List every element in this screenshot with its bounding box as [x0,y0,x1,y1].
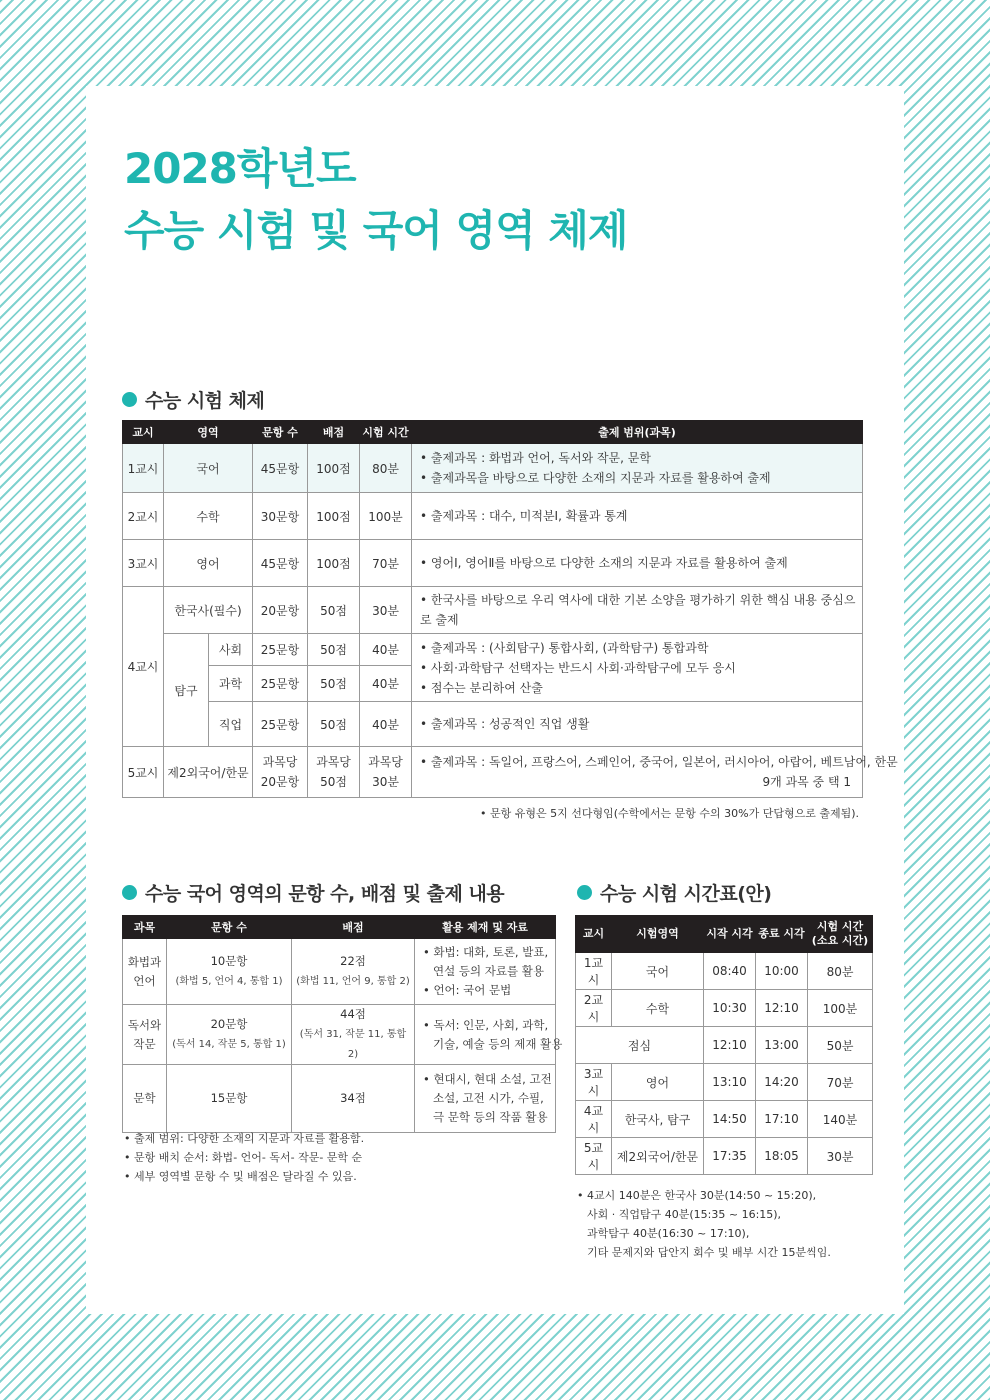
section3-notes [577,1186,831,1262]
header-cell: 배점 [292,916,415,939]
section2-notes [124,1129,364,1186]
page-title [124,138,627,262]
area-cell: 수학 [612,990,704,1027]
cell-line: 과목당 [316,755,351,769]
start-cell: 17:35 [704,1138,756,1175]
scope-line: 9개 과목 중 택 1 [762,775,851,789]
header-cell: 시험 시간 [360,421,412,444]
count-cell [253,747,308,798]
time-cell: 30분 [360,587,412,634]
material-cell [415,1065,556,1133]
cell-line: 언어 [133,973,156,988]
end-cell: 17:10 [756,1101,808,1138]
section1-heading [122,386,264,413]
material-line: • 화법: 대화, 토론, 발표, [423,945,549,959]
period-cell: 4교시 [123,587,164,747]
period-cell: 3교시 [123,540,164,587]
period-cell: 2교시 [576,990,612,1027]
note-line: 기타 문제지와 답안지 회수 및 배부 시간 15분씩임. [587,1246,831,1259]
header-cell: 문항 수 [167,916,292,939]
material-line: 연설 등의 자료를 활용 [433,964,544,978]
cell-line: 30분 [372,775,399,789]
score-cell [308,747,360,798]
start-cell: 08:40 [704,953,756,990]
material-line: • 언어: 국어 문법 [423,983,512,997]
duration-cell: 50분 [808,1027,873,1064]
cell-line: 44점 [340,1007,366,1021]
scope-cell: • 한국사를 바탕으로 우리 역사에 대한 기본 소양을 평가하기 위한 핵심 내용 중심으로 출제 [412,587,863,634]
cell-line: 작문 [133,1036,156,1051]
score-cell: 50점 [308,702,360,747]
header-cell [808,916,873,953]
area-cell: 제2외국어/한문 [612,1138,704,1175]
score-cell: 100점 [308,444,360,493]
material-line: 기술, 예술 등의 제재 활용 [433,1036,563,1051]
score-cell: 100점 [308,493,360,540]
start-cell: 10:30 [704,990,756,1027]
header-cell: 배점 [308,421,360,444]
score-cell: 100점 [308,540,360,587]
table-row [123,444,863,493]
table-row [576,1064,873,1101]
table-row [123,1065,556,1133]
section3-heading [577,879,771,906]
table-row [576,953,873,990]
end-cell: 12:10 [756,990,808,1027]
area-cell: 영어 [164,540,253,587]
table-row [123,493,863,540]
duration-cell: 100분 [808,990,873,1027]
table-row [123,634,863,666]
cell-line: 10문항 [210,954,248,968]
score-cell: 34점 [292,1065,415,1133]
cell-line: 22점 [340,954,366,968]
table-row [123,587,863,634]
end-cell: 14:20 [756,1064,808,1101]
cell-line: 20문항 [260,775,300,789]
table-row [123,540,863,587]
start-cell: 13:10 [704,1064,756,1101]
score-detail: (화법 11, 언어 9, 통합 2) [296,976,410,987]
timetable [575,915,873,1175]
header-cell: 영역 [164,421,253,444]
time-cell: 70분 [360,540,412,587]
scope-cell: • 출제과목 : 대수, 미적분Ⅰ, 확률과 통계 [412,493,863,540]
cell-line: 20문항 [210,1017,248,1031]
cell-line: 화법과 [127,954,162,969]
scope-line: • 출제과목 : (사회탐구) 통합사회, (과학탐구) 통합과학 [420,640,709,655]
scope-cell [412,634,863,702]
end-cell: 10:00 [756,953,808,990]
table-header-row [123,916,556,939]
header-cell: 과목 [123,916,167,939]
score-cell: 50점 [308,634,360,666]
table-row [123,1005,556,1065]
time-cell: 80분 [360,444,412,493]
subarea-cell: 사회 [209,634,253,666]
section2-title: 수능 국어 영역의 문항 수, 배점 및 출제 내용 [145,883,505,905]
header-cell: 활용 제재 및 자료 [415,916,556,939]
header-line: 시험 시간 [816,920,864,933]
subject-cell: 문학 [123,1065,167,1133]
header-cell: 종료 시각 [756,916,808,953]
count-detail: (독서 14, 작문 5, 통합 1) [172,1039,286,1050]
count-detail: (화법 5, 언어 4, 통합 1) [175,976,283,987]
title-line-2: 수능 시험 및 국어 영역 체제 [124,206,628,255]
score-cell: 50점 [308,666,360,702]
header-cell: 시험영역 [612,916,704,953]
note-line: • 출제 범위: 다양한 소재의 지문과 자료를 활용함. [124,1132,365,1145]
cell-line: 독서와 [127,1017,162,1032]
area-cell: 수학 [164,493,253,540]
table-row [123,747,863,798]
score-cell: 50점 [308,587,360,634]
score-detail: (독서 31, 작문 11, 통합 2) [299,1029,407,1060]
section3-title: 수능 시험 시간표(안) [600,883,772,905]
material-line: • 독서: 인문, 사회, 과학, [423,1017,549,1032]
period-cell: 5교시 [123,747,164,798]
table-row [123,939,556,1005]
count-cell: 30문항 [253,493,308,540]
period-cell: 1교시 [123,444,164,493]
bullet-dot-icon [122,392,137,407]
count-cell: 25문항 [253,634,308,666]
time-cell: 40분 [360,634,412,666]
material-line: 극 문학 등의 작품 활용 [433,1110,548,1124]
note-line: • 세부 영역별 문항 수 및 배점은 달라질 수 있음. [124,1170,357,1183]
count-cell: 25문항 [253,702,308,747]
inquiry-label-cell: 탐구 [164,634,209,747]
header-cell: 시작 시각 [704,916,756,953]
period-cell: 2교시 [123,493,164,540]
scope-cell [412,444,863,493]
area-cell: 점심 [576,1027,704,1064]
end-cell: 13:00 [756,1027,808,1064]
count-cell [167,939,292,1005]
cell-line: 50점 [320,775,347,789]
bullet-dot-icon [122,885,137,900]
cell-line: 과목당 [262,755,298,769]
end-cell: 18:05 [756,1138,808,1175]
duration-cell: 70분 [808,1064,873,1101]
note-line: • 문항 배치 순서: 화법- 언어- 독서- 작문- 문학 순 [124,1151,363,1164]
area-cell: 국어 [612,953,704,990]
area-cell: 한국사, 탐구 [612,1101,704,1138]
exam-system-table [122,420,898,798]
area-cell: 국어 [164,444,253,493]
time-cell: 100분 [360,493,412,540]
count-cell [167,1005,292,1065]
table-row [576,990,873,1027]
count-cell: 45문항 [253,444,308,493]
area-cell: 제2외국어/한문 [164,747,253,798]
subject-cell [123,939,167,1005]
table-row [123,702,863,747]
title-line-1: 2028학년도 [124,144,356,193]
period-cell: 4교시 [576,1101,612,1138]
scope-line: • 사회·과학탐구 선택자는 반드시 사회·과학탐구에 모두 응시 [420,660,736,675]
korean-area-table [122,915,563,1133]
header-cell: 출제 범위(과목) [412,421,863,444]
table-row [576,1027,873,1064]
scope-line: • 출제과목 : 독일어, 프랑스어, 스페인어, 중국어, 일본어, 러시아어, 아랍어, 베트남어, 한문 [420,755,898,769]
header-cell: 교시 [576,916,612,953]
section1-note: • 문항 유형은 5지 선다형임(수학에서는 문항 수의 30%가 단답형으로 출제됨). [480,807,860,820]
score-cell [292,1005,415,1065]
duration-cell: 30분 [808,1138,873,1175]
count-cell: 45문항 [253,540,308,587]
period-cell: 5교시 [576,1138,612,1175]
material-cell [415,939,556,1005]
time-cell: 40분 [360,702,412,747]
duration-cell: 80분 [808,953,873,990]
material-line: • 현대시, 현대 소설, 고전 [423,1072,552,1086]
table-row [576,1101,873,1138]
bullet-dot-icon [577,885,592,900]
note-line: 과학탐구 40분(16:30 ~ 17:10), [587,1227,750,1240]
subject-cell [123,1005,167,1065]
material-cell [415,1005,563,1065]
section1-title: 수능 시험 체제 [145,390,265,412]
material-line: 소설, 고전 시가, 수필, [433,1091,544,1105]
score-cell [292,939,415,1005]
table-header-row [123,421,863,444]
area-cell: 영어 [612,1064,704,1101]
count-cell: 15문항 [167,1065,292,1133]
header-cell: 문항 수 [253,421,308,444]
period-cell: 1교시 [576,953,612,990]
period-cell: 3교시 [576,1064,612,1101]
table-header-row [576,916,873,953]
cell-line: 과목당 [368,755,403,769]
duration-cell: 140분 [808,1101,873,1138]
scope-line: • 출제과목을 바탕으로 다양한 소재의 지문과 자료를 활용하여 출제 [420,471,771,485]
header-line: (소요 시간) [811,934,869,947]
area-cell: 한국사(필수) [164,587,253,634]
scope-cell: • 영어Ⅰ, 영어Ⅱ를 바탕으로 다양한 소재의 지문과 자료를 활용하여 출제 [412,540,863,587]
subarea-cell: 과학 [209,666,253,702]
time-cell: 40분 [360,666,412,702]
count-cell: 25문항 [253,666,308,702]
note-line: • 4교시 140분은 한국사 30분(14:50 ~ 15:20), [577,1189,817,1202]
subarea-cell: 직업 [209,702,253,747]
table-row [576,1138,873,1175]
start-cell: 12:10 [704,1027,756,1064]
scope-cell [412,747,898,798]
count-cell: 20문항 [253,587,308,634]
scope-line: • 점수는 분리하여 산출 [420,680,543,695]
scope-cell: • 출제과목 : 성공적인 직업 생활 [412,702,863,747]
section2-heading [122,879,504,906]
time-cell [360,747,412,798]
header-cell: 교시 [123,421,164,444]
scope-line: • 출제과목 : 화법과 언어, 독서와 작문, 문학 [420,451,651,465]
start-cell: 14:50 [704,1101,756,1138]
note-line: 사회 · 직업탐구 40분(15:35 ~ 16:15), [587,1208,782,1221]
